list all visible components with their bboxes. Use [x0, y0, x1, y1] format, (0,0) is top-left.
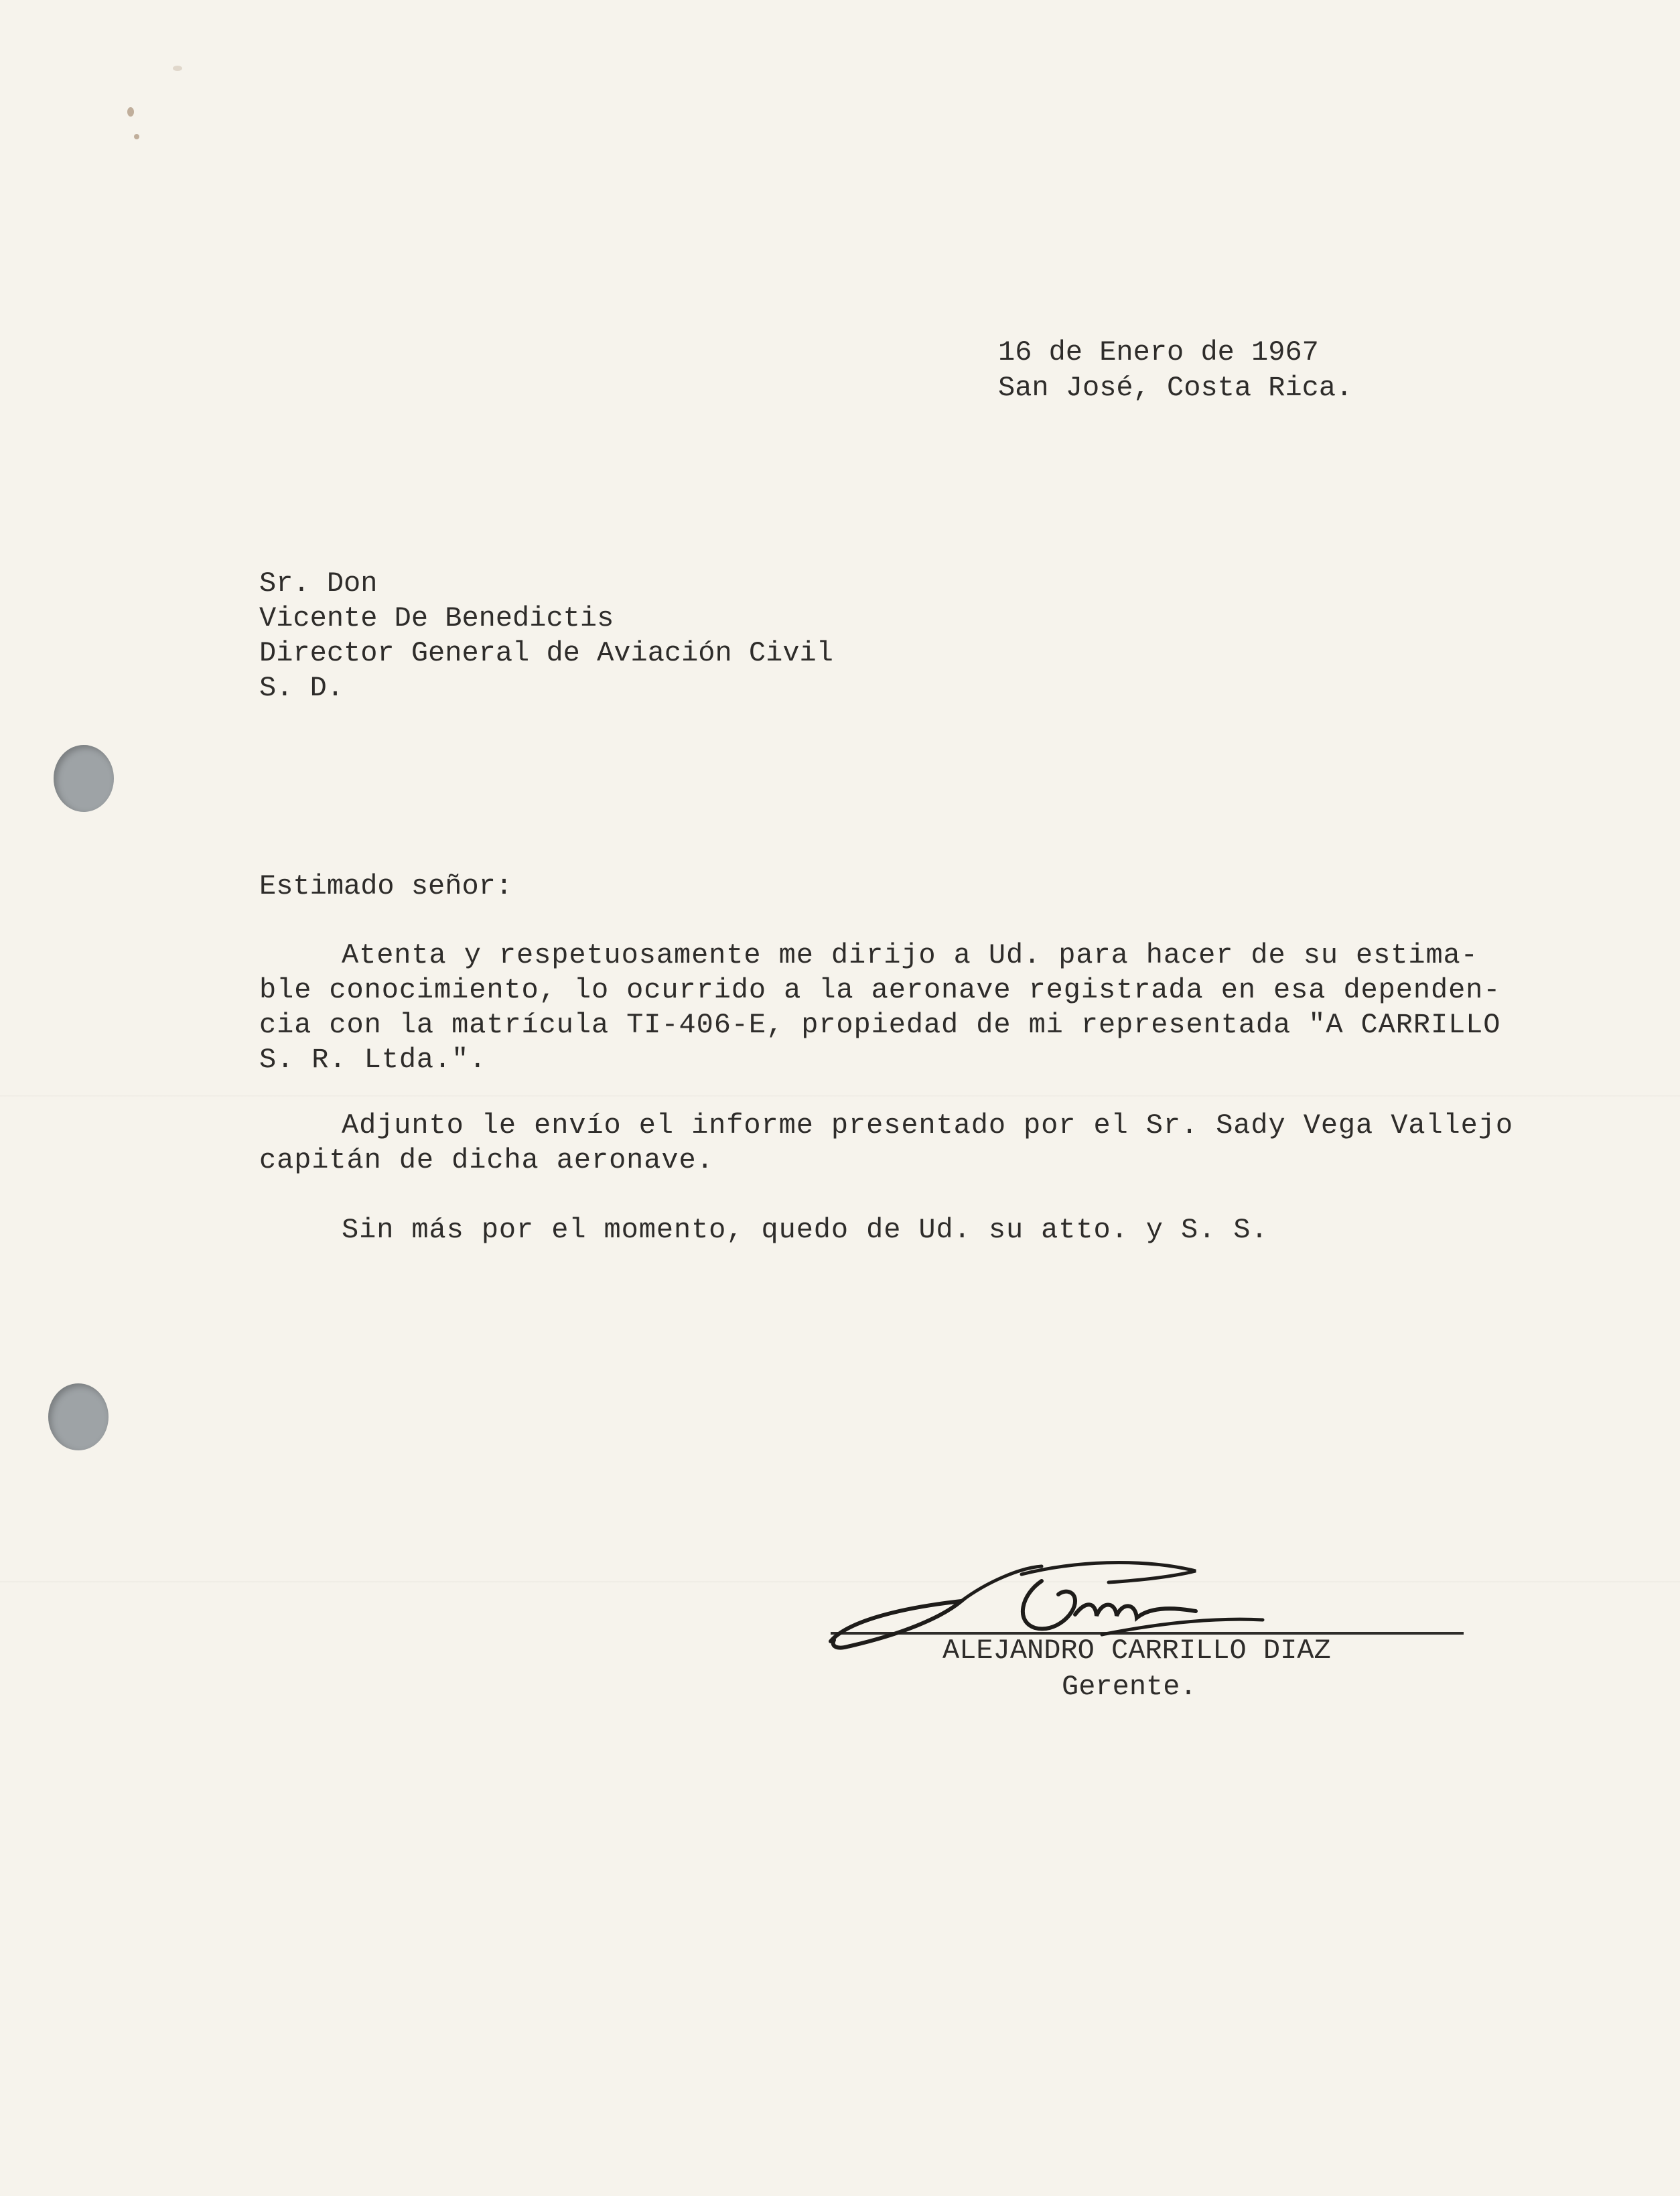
recipient-abbrev: S. D.: [259, 672, 344, 704]
paragraph-1-line: cia con la matrícula TI-406-E, propiedad de mi representada "A CARRILLO: [259, 1009, 1501, 1041]
paragraph-1-line: S. R. Ltda.".: [259, 1044, 487, 1076]
paper-stain: [127, 107, 134, 117]
punch-hole: [54, 745, 114, 812]
paper-fold-line: [0, 1095, 1680, 1097]
recipient-title: Director General de Aviación Civil: [259, 637, 833, 669]
paragraph-1-line: Atenta y respetuosamente me dirijo a Ud. para hacer de su estima-: [342, 939, 1478, 971]
signer-name: ALEJANDRO CARRILLO DIAZ: [942, 1635, 1331, 1667]
recipient-name: Vicente De Benedictis: [259, 602, 614, 634]
recipient-salutation: Sr. Don: [259, 567, 378, 600]
letter-greeting: Estimado señor:: [259, 870, 513, 902]
paragraph-3-line: Sin más por el momento, quedo de Ud. su atto. y S. S.: [342, 1214, 1269, 1246]
paper-stain: [134, 134, 139, 139]
letter-place: San José, Costa Rica.: [998, 372, 1353, 404]
paragraph-1-line: ble conocimiento, lo ocurrido a la aeronave registrada en esa dependen-: [259, 974, 1501, 1006]
paper-stain: [173, 66, 182, 71]
paragraph-2-line: capitán de dicha aeronave.: [259, 1144, 714, 1176]
signer-role: Gerente.: [1062, 1671, 1197, 1703]
letter-date: 16 de Enero de 1967: [998, 336, 1319, 368]
paragraph-2-line: Adjunto le envío el informe presentado por el Sr. Sady Vega Vallejo: [342, 1109, 1513, 1142]
punch-hole: [48, 1383, 109, 1450]
